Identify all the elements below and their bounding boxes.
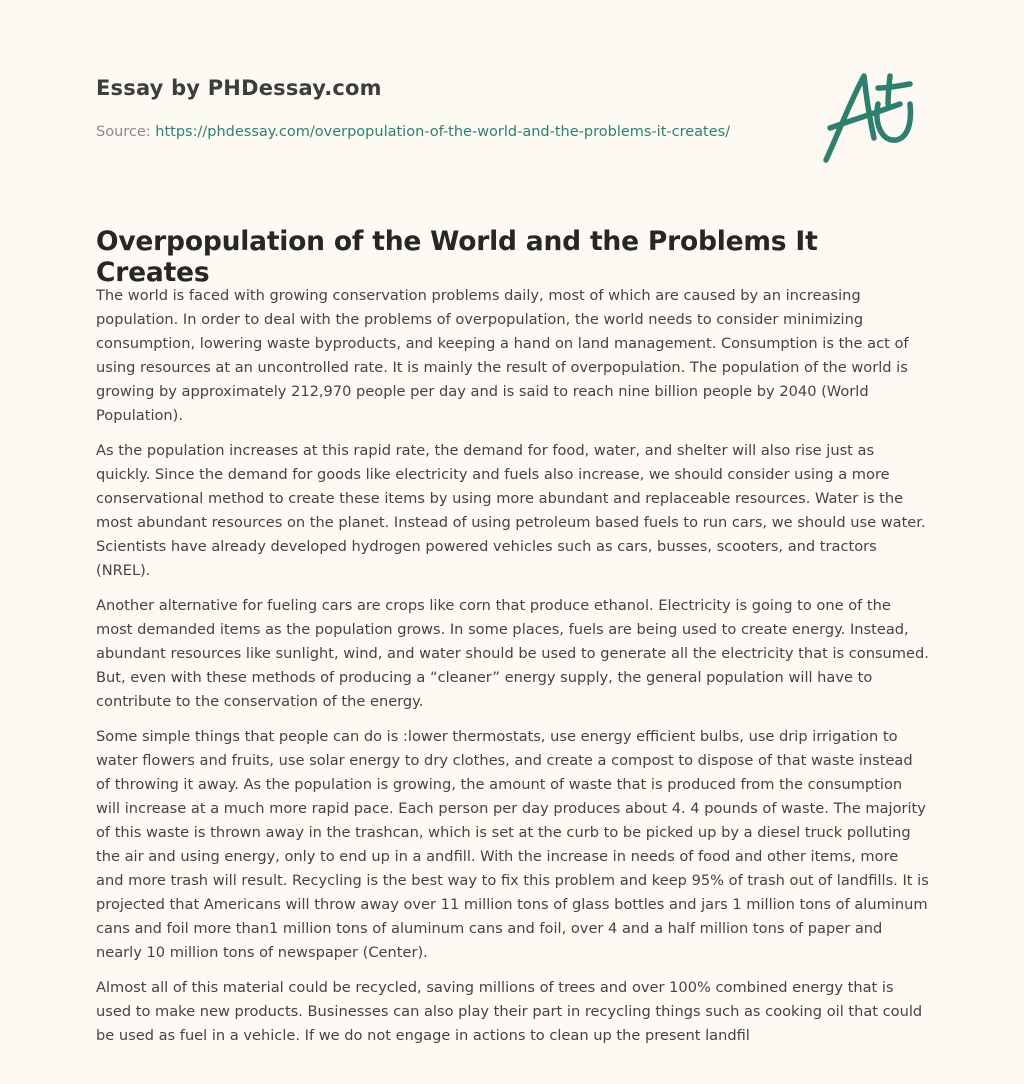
site-title: Essay by PHDessay.com (96, 76, 382, 100)
essay-paragraph: The world is faced with growing conservation problems daily, most of which are caused by an increasing population. In order to deal with the problems of overpopulation, the world needs to consider minimizing consumption, lowering waste byproducts, and keeping a hand on land management. Consumption is the act of using resources at an uncontrolled rate. It is mainly the result of overpopulation. The population of the world is growing by approximately 212,970 people per day and is said to reach nine billion people by 2040 (World Population). (96, 287, 909, 424)
essay-paragraph: As the population increases at this rapid rate, the demand for food, water, and shelter will also rise just as quickly. Since the demand for goods like electricity and fuels also increase, we should consider using a more conservational method to create these items by using more abundant and replaceable resources. Water is the most abundant resources on the planet. Instead of using petroleum based fuels to run cars, we should use water. Scientists have already developed hydrogen powered vehicles such as cars, busses, scooters, and tractors (NREL). (96, 442, 926, 579)
essay-body (96, 284, 930, 1059)
a-plus-logo-icon (820, 64, 928, 168)
source-line (96, 124, 730, 140)
essay-paragraph: Another alternative for fueling cars are crops like corn that produce ethanol. Electricity is going to one of the most demanded items as the population grows. In some places, fuels are being used to create energy. Instead, abundant resources like sunlight, wind, and water should be used to generate all the electricity that is consumed. But, even with these methods of producing a “cleaner” energy supply, the general population will have to contribute to the conservation of the energy. (96, 597, 929, 710)
page-header (96, 0, 928, 200)
essay-paragraph: Almost all of this material could be recycled, saving millions of trees and over 100% combined energy that is used to make new products. Businesses can also play their part in recycling things such as cooking oil that could be used as fuel in a vehicle. If we do not engage in actions to clean up the present landfil (96, 979, 923, 1044)
essay-paragraph: Some simple things that people can do is :lower thermostats, use energy efficient bulbs, use drip irrigation to water flowers and fruits, use solar energy to dry clothes, and create a compost to dispose of that waste instead of throwing it away. As the population is growing, the amount of waste that is produced from the consumption will increase at a much more rapid pace. Each person per day produces about 4. 4 pounds of waste. The majority of this waste is thrown away in the trashcan, which is set at the curb to be picked up by a diesel truck polluting the air and using energy, only to end up in a andfill. With the increase in needs of food and other items, more and more trash will result. Recycling is the best way to fix this problem and keep 95% of trash out of landfills. It is projected that Americans will throw away over 11 million tons of glass bottles and jars 1 million tons of aluminum cans and foil more than1 million tons of aluminum cans and foil, over 4 and a half million tons of paper and nearly 10 million tons of newspaper (Center). (96, 728, 929, 961)
essay-title: Overpopulation of the World and the Problems It Creates (96, 226, 818, 288)
source-link[interactable]: https://phdessay.com/overpopulation-of-the-world-and-the-problems-it-creates/ (155, 124, 731, 140)
source-label: Source: (96, 124, 151, 140)
